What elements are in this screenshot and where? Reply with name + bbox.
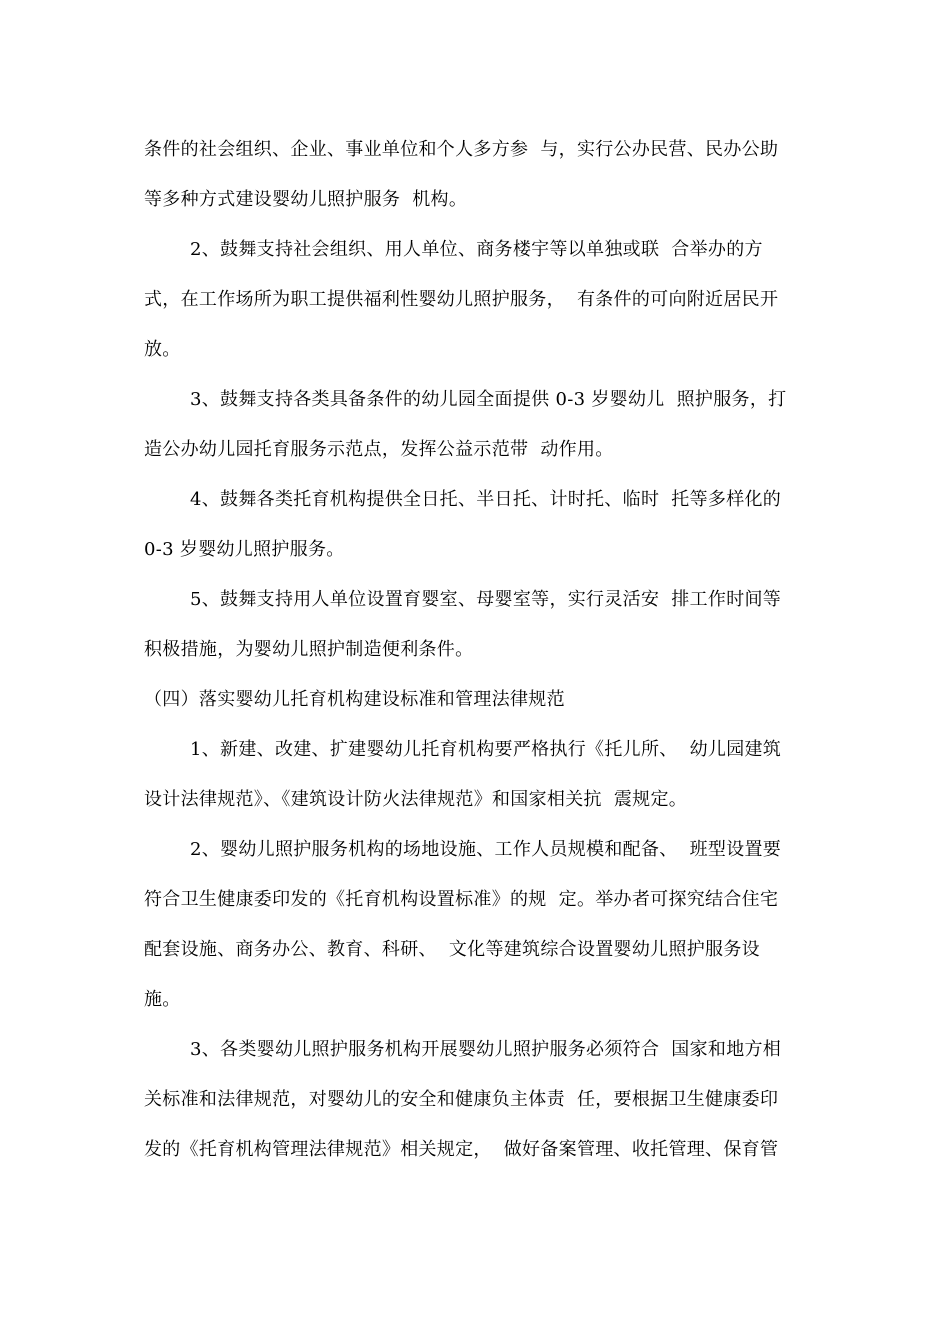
paragraph-line: 3、鼓舞支持各类具备条件的幼儿园全面提供 0-3 岁婴幼儿 照护服务，打 — [190, 389, 787, 410]
paragraph-line: 2、婴幼儿照护服务机构的场地设施、工作人员规模和配备、 班型设置要 — [190, 839, 782, 860]
paragraph-line: 造公办幼儿园托育服务示范点，发挥公益示范带 动作用。 — [144, 439, 614, 460]
paragraph-line: 式，在工作场所为职工提供福利性婴幼儿照护服务， 有条件的可向附近居民开 — [144, 289, 779, 310]
paragraph-line: 关标准和法律规范，对婴幼儿的安全和健康负主体责 任，要根据卫生健康委印 — [144, 1089, 779, 1110]
paragraph-line: 条件的社会组织、企业、事业单位和个人多方参 与，实行公办民营、民办公助 — [144, 139, 779, 160]
paragraph-line: 等多种方式建设婴幼儿照护服务 机构。 — [144, 189, 468, 210]
paragraph-line: 积极措施，为婴幼儿照护制造便利条件。 — [144, 639, 474, 660]
paragraph-line: 2、鼓舞支持社会组织、用人单位、商务楼宇等以单独或联 合举办的方 — [190, 239, 763, 260]
paragraph-line: 5、鼓舞支持用人单位设置育婴室、母婴室等，实行灵活安 排工作时间等 — [190, 589, 782, 610]
paragraph-line: 配套设施、商务办公、教育、科研、 文化等建筑综合设置婴幼儿照护服务设 — [144, 939, 760, 960]
paragraph-line: 设计法律规范》、《建筑设计防火法律规范》和国家相关抗 震规定。 — [144, 789, 688, 810]
paragraph-line: 施。 — [144, 989, 181, 1010]
paragraph-line: 0-3 岁婴幼儿照护服务。 — [144, 539, 345, 560]
paragraph-line: 3、各类婴幼儿照护服务机构开展婴幼儿照护服务必须符合 国家和地方相 — [190, 1039, 782, 1060]
paragraph-line: 符合卫生健康委印发的《托育机构设置标准》的规 定。举办者可探究结合住宅 — [144, 889, 779, 910]
paragraph-line: 发的《托育机构管理法律规范》相关规定， 做好备案管理、收托管理、保育管 — [144, 1139, 779, 1160]
paragraph-line: 4、鼓舞各类托育机构提供全日托、半日托、计时托、临时 托等多样化的 — [190, 489, 782, 510]
paragraph-line: 1、新建、改建、扩建婴幼儿托育机构要严格执行《托儿所、 幼儿园建筑 — [190, 739, 782, 760]
section-heading: （四）落实婴幼儿托育机构建设标准和管理法律规范 — [144, 689, 565, 710]
paragraph-line: 放。 — [144, 339, 181, 360]
